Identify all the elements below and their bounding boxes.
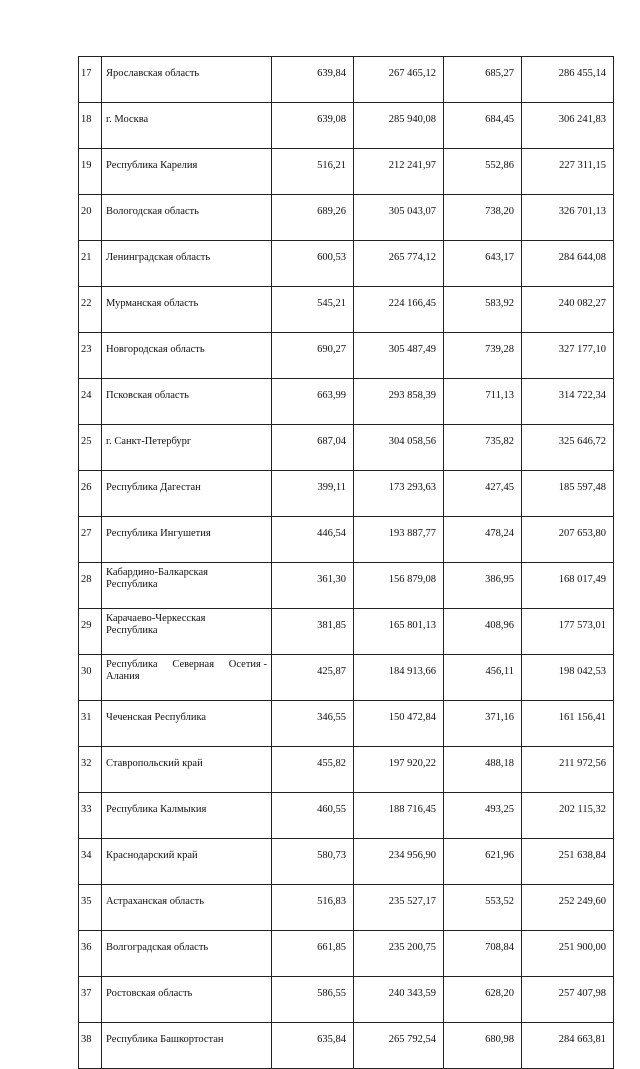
value-col-1: 446,54 — [272, 517, 354, 563]
value-col-1: 690,27 — [272, 333, 354, 379]
value-col-1: 516,83 — [272, 885, 354, 931]
value-col-4: 314 722,34 — [522, 379, 614, 425]
table-row — [79, 149, 614, 195]
value-col-3: 552,86 — [444, 149, 522, 195]
value-col-4: 207 653,80 — [522, 517, 614, 563]
value-col-3: 583,92 — [444, 287, 522, 333]
row-number: 28 — [79, 563, 102, 609]
value-col-2: 267 465,12 — [354, 57, 444, 103]
region-name-word: Республика — [106, 659, 158, 670]
value-col-2: 234 956,90 — [354, 839, 444, 885]
value-col-3: 711,13 — [444, 379, 522, 425]
row-number: 36 — [79, 931, 102, 977]
value-col-3: 493,25 — [444, 793, 522, 839]
value-col-1: 663,99 — [272, 379, 354, 425]
value-col-2: 235 527,17 — [354, 885, 444, 931]
value-col-2: 150 472,84 — [354, 701, 444, 747]
table-row — [79, 563, 614, 609]
value-col-3: 684,45 — [444, 103, 522, 149]
region-name: Вологодская область — [102, 195, 272, 241]
value-col-4: 161 156,41 — [522, 701, 614, 747]
region-name: Республика Ингушетия — [102, 517, 272, 563]
row-number: 17 — [79, 57, 102, 103]
value-col-1: 661,85 — [272, 931, 354, 977]
region-name: Ленинградская область — [102, 241, 272, 287]
value-col-2: 293 858,39 — [354, 379, 444, 425]
value-col-4: 257 407,98 — [522, 977, 614, 1023]
value-col-4: 202 115,32 — [522, 793, 614, 839]
value-col-2: 156 879,08 — [354, 563, 444, 609]
value-col-4: 326 701,13 — [522, 195, 614, 241]
row-number: 21 — [79, 241, 102, 287]
value-col-3: 739,28 — [444, 333, 522, 379]
table-row — [79, 241, 614, 287]
table-row — [79, 977, 614, 1023]
value-col-2: 265 774,12 — [354, 241, 444, 287]
value-col-1: 639,84 — [272, 57, 354, 103]
value-col-1: 381,85 — [272, 609, 354, 655]
value-col-1: 635,84 — [272, 1023, 354, 1069]
value-col-4: 168 017,49 — [522, 563, 614, 609]
value-col-3: 427,45 — [444, 471, 522, 517]
value-col-3: 553,52 — [444, 885, 522, 931]
row-number: 24 — [79, 379, 102, 425]
row-number: 32 — [79, 747, 102, 793]
value-col-2: 188 716,45 — [354, 793, 444, 839]
region-name — [102, 563, 272, 609]
region-name-word: Осетия - — [228, 659, 267, 670]
value-col-4: 251 900,00 — [522, 931, 614, 977]
row-number: 26 — [79, 471, 102, 517]
table-row — [79, 287, 614, 333]
value-col-3: 408,96 — [444, 609, 522, 655]
region-name — [102, 609, 272, 655]
value-col-2: 305 043,07 — [354, 195, 444, 241]
region-name: Мурманская область — [102, 287, 272, 333]
row-number: 22 — [79, 287, 102, 333]
value-col-2: 173 293,63 — [354, 471, 444, 517]
row-number: 29 — [79, 609, 102, 655]
value-col-4: 306 241,83 — [522, 103, 614, 149]
value-col-1: 600,53 — [272, 241, 354, 287]
value-col-4: 325 646,72 — [522, 425, 614, 471]
region-name — [102, 655, 272, 701]
value-col-2: 305 487,49 — [354, 333, 444, 379]
table-row — [79, 609, 614, 655]
regions-table — [78, 56, 614, 1069]
table-row — [79, 931, 614, 977]
table-row — [79, 333, 614, 379]
row-number: 18 — [79, 103, 102, 149]
table-row — [79, 655, 614, 701]
value-col-4: 227 311,15 — [522, 149, 614, 195]
value-col-1: 545,21 — [272, 287, 354, 333]
regions-table-body — [79, 57, 614, 1069]
value-col-2: 235 200,75 — [354, 931, 444, 977]
row-number: 33 — [79, 793, 102, 839]
value-col-3: 386,95 — [444, 563, 522, 609]
region-name: г. Москва — [102, 103, 272, 149]
value-col-4: 240 082,27 — [522, 287, 614, 333]
table-row — [79, 885, 614, 931]
region-name: Республика Калмыкия — [102, 793, 272, 839]
value-col-3: 478,24 — [444, 517, 522, 563]
value-col-4: 284 663,81 — [522, 1023, 614, 1069]
table-row — [79, 425, 614, 471]
row-number: 31 — [79, 701, 102, 747]
value-col-4: 327 177,10 — [522, 333, 614, 379]
value-col-4: 211 972,56 — [522, 747, 614, 793]
region-name: Новгородская область — [102, 333, 272, 379]
value-col-2: 193 887,77 — [354, 517, 444, 563]
value-col-3: 371,16 — [444, 701, 522, 747]
value-col-3: 488,18 — [444, 747, 522, 793]
region-name: Ростовская область — [102, 977, 272, 1023]
value-col-2: 224 166,45 — [354, 287, 444, 333]
value-col-2: 165 801,13 — [354, 609, 444, 655]
region-name-line-2: Республика — [106, 579, 158, 590]
table-row — [79, 195, 614, 241]
region-name: Волгоградская область — [102, 931, 272, 977]
region-name: г. Санкт-Петербург — [102, 425, 272, 471]
value-col-2: 265 792,54 — [354, 1023, 444, 1069]
value-col-1: 516,21 — [272, 149, 354, 195]
region-name-line-1 — [106, 659, 267, 671]
value-col-4: 284 644,08 — [522, 241, 614, 287]
table-row — [79, 471, 614, 517]
row-number: 30 — [79, 655, 102, 701]
table-row — [79, 1023, 614, 1069]
value-col-4: 198 042,53 — [522, 655, 614, 701]
value-col-4: 185 597,48 — [522, 471, 614, 517]
table-row — [79, 793, 614, 839]
value-col-2: 184 913,66 — [354, 655, 444, 701]
value-col-1: 639,08 — [272, 103, 354, 149]
value-col-1: 399,11 — [272, 471, 354, 517]
table-row — [79, 517, 614, 563]
region-name: Псковская область — [102, 379, 272, 425]
region-name-line-1: Карачаево-Черкесская — [106, 613, 206, 624]
table-row — [79, 103, 614, 149]
table-row — [79, 839, 614, 885]
value-col-3: 680,98 — [444, 1023, 522, 1069]
value-col-3: 708,84 — [444, 931, 522, 977]
region-name-line-2: Алания — [106, 671, 140, 682]
value-col-1: 455,82 — [272, 747, 354, 793]
value-col-1: 689,26 — [272, 195, 354, 241]
region-name-line-1: Кабардино-Балкарская — [106, 567, 208, 578]
region-name: Республика Дагестан — [102, 471, 272, 517]
table-row — [79, 747, 614, 793]
row-number: 20 — [79, 195, 102, 241]
value-col-2: 240 343,59 — [354, 977, 444, 1023]
value-col-1: 687,04 — [272, 425, 354, 471]
value-col-1: 361,30 — [272, 563, 354, 609]
row-number: 35 — [79, 885, 102, 931]
row-number: 25 — [79, 425, 102, 471]
value-col-4: 177 573,01 — [522, 609, 614, 655]
value-col-3: 685,27 — [444, 57, 522, 103]
value-col-3: 628,20 — [444, 977, 522, 1023]
table-row — [79, 701, 614, 747]
region-name-line-2: Республика — [106, 625, 158, 636]
row-number: 34 — [79, 839, 102, 885]
value-col-4: 286 455,14 — [522, 57, 614, 103]
value-col-3: 738,20 — [444, 195, 522, 241]
row-number: 27 — [79, 517, 102, 563]
region-name: Республика Карелия — [102, 149, 272, 195]
value-col-1: 580,73 — [272, 839, 354, 885]
value-col-3: 621,96 — [444, 839, 522, 885]
value-col-2: 285 940,08 — [354, 103, 444, 149]
value-col-1: 425,87 — [272, 655, 354, 701]
region-name: Ярославская область — [102, 57, 272, 103]
value-col-1: 460,55 — [272, 793, 354, 839]
region-name: Краснодарский край — [102, 839, 272, 885]
value-col-4: 251 638,84 — [522, 839, 614, 885]
region-name: Республика Башкортостан — [102, 1023, 272, 1069]
row-number: 37 — [79, 977, 102, 1023]
value-col-2: 304 058,56 — [354, 425, 444, 471]
region-name: Астраханская область — [102, 885, 272, 931]
value-col-3: 643,17 — [444, 241, 522, 287]
table-row — [79, 379, 614, 425]
region-name: Ставропольский край — [102, 747, 272, 793]
row-number: 23 — [79, 333, 102, 379]
value-col-2: 197 920,22 — [354, 747, 444, 793]
value-col-3: 456,11 — [444, 655, 522, 701]
row-number: 38 — [79, 1023, 102, 1069]
row-number: 19 — [79, 149, 102, 195]
value-col-2: 212 241,97 — [354, 149, 444, 195]
value-col-1: 586,55 — [272, 977, 354, 1023]
region-name: Чеченская Республика — [102, 701, 272, 747]
value-col-4: 252 249,60 — [522, 885, 614, 931]
value-col-1: 346,55 — [272, 701, 354, 747]
value-col-3: 735,82 — [444, 425, 522, 471]
table-row — [79, 57, 614, 103]
region-name-word: Северная — [172, 659, 215, 670]
